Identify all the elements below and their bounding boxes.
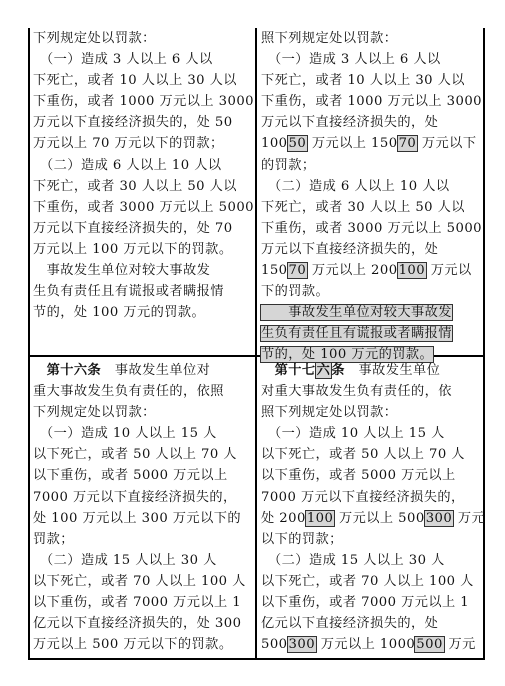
text-line [33,634,246,655]
text-run: 下重伤，或者 1000 万元以上 3000 [261,94,483,110]
text-line [261,571,485,592]
text-run: 重大事故发生负有责任的，依照 [33,384,224,400]
text-line [261,487,485,508]
text-run: 节的，处 100 万元的罚款。 [33,305,206,321]
revision-highlight: 70 [398,136,417,152]
revision-highlight: 70 [288,263,307,279]
text-line [261,613,485,634]
text-line [261,239,482,260]
text-line [33,592,246,613]
text-line [261,218,482,239]
text-run: 7000 万元以下直接经济损失的， [261,489,465,505]
row2-old-text [33,360,246,655]
text-run: 下列规定处以罚款： [33,31,156,46]
text-line [33,260,254,281]
revision-highlight: 100 [398,263,426,279]
text-run: 以下重伤，或者 7000 万元以上 1 [33,595,242,611]
text-run: 亿元以下直接经济损失的，处 [261,616,439,632]
text-run: 万元以下 [417,136,477,152]
text-run: （二）造成 15 人以上 30 人 [33,552,217,568]
text-line [261,550,485,571]
text-run: 亿元以下直接经济损失的，处 300 [33,616,242,632]
text-run: 500 [261,637,288,653]
revision-highlight: 500 [416,637,443,653]
revision-block-text: 事故发生单位对较大事故发 [261,305,452,321]
text-line [33,239,254,260]
text-run: 事故发生单位对 [101,363,211,378]
text-run: 万元以上 500 [334,510,425,526]
text-run: 下死亡，或者 10 人以上 30 人以 [261,73,465,89]
text-line [33,381,246,402]
text-run: 万元以下直接经济损失的，处 [261,115,439,131]
text-line [33,402,246,423]
text-run: 下死亡，或者 30 人以上 50 人以 [261,199,465,215]
text-run: 万元以上 500 万元以下的罚款。 [33,637,233,653]
text-line [261,465,485,486]
text-run: 下重伤，或者 3000 万元以上 5000 [261,220,483,236]
text-line [33,112,254,133]
text-run: 生负有责任且有谎报或者瞒报情 [33,284,224,300]
text-line [33,218,254,239]
text-run: 以下死亡，或者 50 人以上 70 人 [33,447,237,463]
text-run: 万元以下直接经济损失的，处 [261,241,439,257]
text-run [261,363,275,378]
text-run: （二）造成 6 人以上 10 人以 [261,178,450,194]
text-run: 万元以上 150 [307,136,398,152]
text-run: （二）造成 15 人以上 30 人 [261,552,445,568]
text-run: 以下重伤，或者 5000 万元以上 [261,468,456,484]
text-run: 下死亡，或者 30 人以上 50 人以 [33,178,237,194]
text-line [33,28,254,49]
text-line [33,91,254,112]
text-line [33,281,254,302]
text-line [33,508,246,529]
text-run: 以下重伤，或者 7000 万元以上 1 [261,595,470,611]
text-run: 照下列规定处以罚款： [261,405,398,421]
text-line [261,381,485,402]
text-run: （一）造成 10 人以上 15 人 [33,426,217,442]
revision-highlight: 300 [288,637,316,653]
text-line [261,508,485,529]
text-run: 条 [331,363,345,378]
text-line [33,613,246,634]
text-line [261,402,485,423]
text-run: 第十六条 [46,363,102,378]
text-run: 万元以上 100 万元以下的罚款。 [33,241,233,257]
text-run: 以下死亡，或者 70 人以上 100 人 [33,573,246,589]
text-line [33,360,246,381]
text-line [261,302,482,323]
row1-old-text [33,28,254,323]
text-run: 下的罚款。 [261,284,330,300]
revision-highlight: 六 [316,363,331,378]
text-run: 以下重伤，或者 5000 万元以上 [33,468,228,484]
text-run: （二）造成 6 人以上 10 人以 [33,157,222,173]
text-line [33,571,246,592]
text-line [261,176,482,197]
text-line [261,112,482,133]
text-line [33,444,246,465]
text-run: （一）造成 10 人以上 15 人 [261,426,445,442]
text-line [261,423,485,444]
text-line [33,176,254,197]
text-run: 下重伤，或者 1000 万元以上 3000 [33,94,255,110]
text-line [33,49,254,70]
text-run: 万元 [443,637,476,653]
text-run: （一）造成 3 人以上 6 人以 [261,52,441,68]
revision-highlight: 100 [306,510,334,526]
text-run: 对重大事故发生负有责任的，依 [261,384,452,400]
text-line [33,529,246,550]
text-line [261,155,482,176]
text-run: 第十七 [274,363,316,378]
text-line [33,550,246,571]
text-run: 事故发生单位对较大事故发 [33,263,211,279]
text-line [33,70,254,91]
text-line [261,634,485,655]
text-line [261,444,485,465]
text-run [33,363,47,378]
revision-highlight: 50 [288,136,307,152]
text-line [33,465,246,486]
table-border-bottom [28,658,485,660]
text-run: 万元以下直接经济损失的，处 50 [33,115,233,131]
table-column-divider [255,28,257,660]
text-run: 罚款； [33,531,74,547]
text-line [261,91,482,112]
text-run: 以下的罚款； [261,531,343,547]
text-line [33,423,246,444]
text-line [33,302,254,323]
text-run: 下列规定处以罚款： [33,405,156,421]
text-line [261,70,482,91]
text-run: 下死亡，或者 10 人以上 30 人以 [33,73,237,89]
text-run: 照下列规定处以罚款： [261,31,398,46]
text-run: 100 [261,136,288,152]
text-line [261,323,482,344]
revision-block-text: 生负有责任且有谎报或者瞒报情 [261,326,452,342]
text-line [261,260,482,281]
table-border-left [28,28,30,660]
text-run: 万元以上 200 [307,263,398,279]
text-line [261,360,485,381]
text-line [261,49,482,70]
text-run: 事故发生单位 [344,363,441,378]
text-line [33,133,254,154]
text-run: 万元以 [426,263,472,279]
text-run: 下重伤，或者 3000 万元以上 5000 [33,199,255,215]
text-line [33,487,246,508]
text-run: 以下死亡，或者 50 人以上 70 人 [261,447,465,463]
text-run: （一）造成 3 人以上 6 人以 [33,52,213,68]
text-line [33,155,254,176]
row2-new-text [261,360,485,655]
text-run: 处 200 [261,510,306,526]
text-run: 处 100 万元以上 300 万元以下的 [33,510,241,526]
text-run: 万元以上 70 万元以下的罚款； [33,136,224,152]
text-run: 万元以下直接经济损失的，处 70 [33,220,233,236]
text-run: 以下死亡，或者 70 人以上 100 人 [261,573,474,589]
text-run: 万元 [453,510,486,526]
text-run: 万元以上 1000 [316,637,416,653]
text-line [261,197,482,218]
row1-new-text [261,28,482,366]
text-line [261,592,485,613]
text-line [261,281,482,302]
text-line [261,28,482,49]
revision-highlight: 300 [425,510,453,526]
text-run: 150 [261,263,288,279]
revision-block-text: 节的，处 100 万元的罚款。 [261,347,434,363]
text-run: 的罚款； [261,157,316,173]
text-line [261,529,485,550]
text-line [261,133,482,154]
text-line [33,197,254,218]
text-run: 7000 万元以下直接经济损失的， [33,489,237,505]
